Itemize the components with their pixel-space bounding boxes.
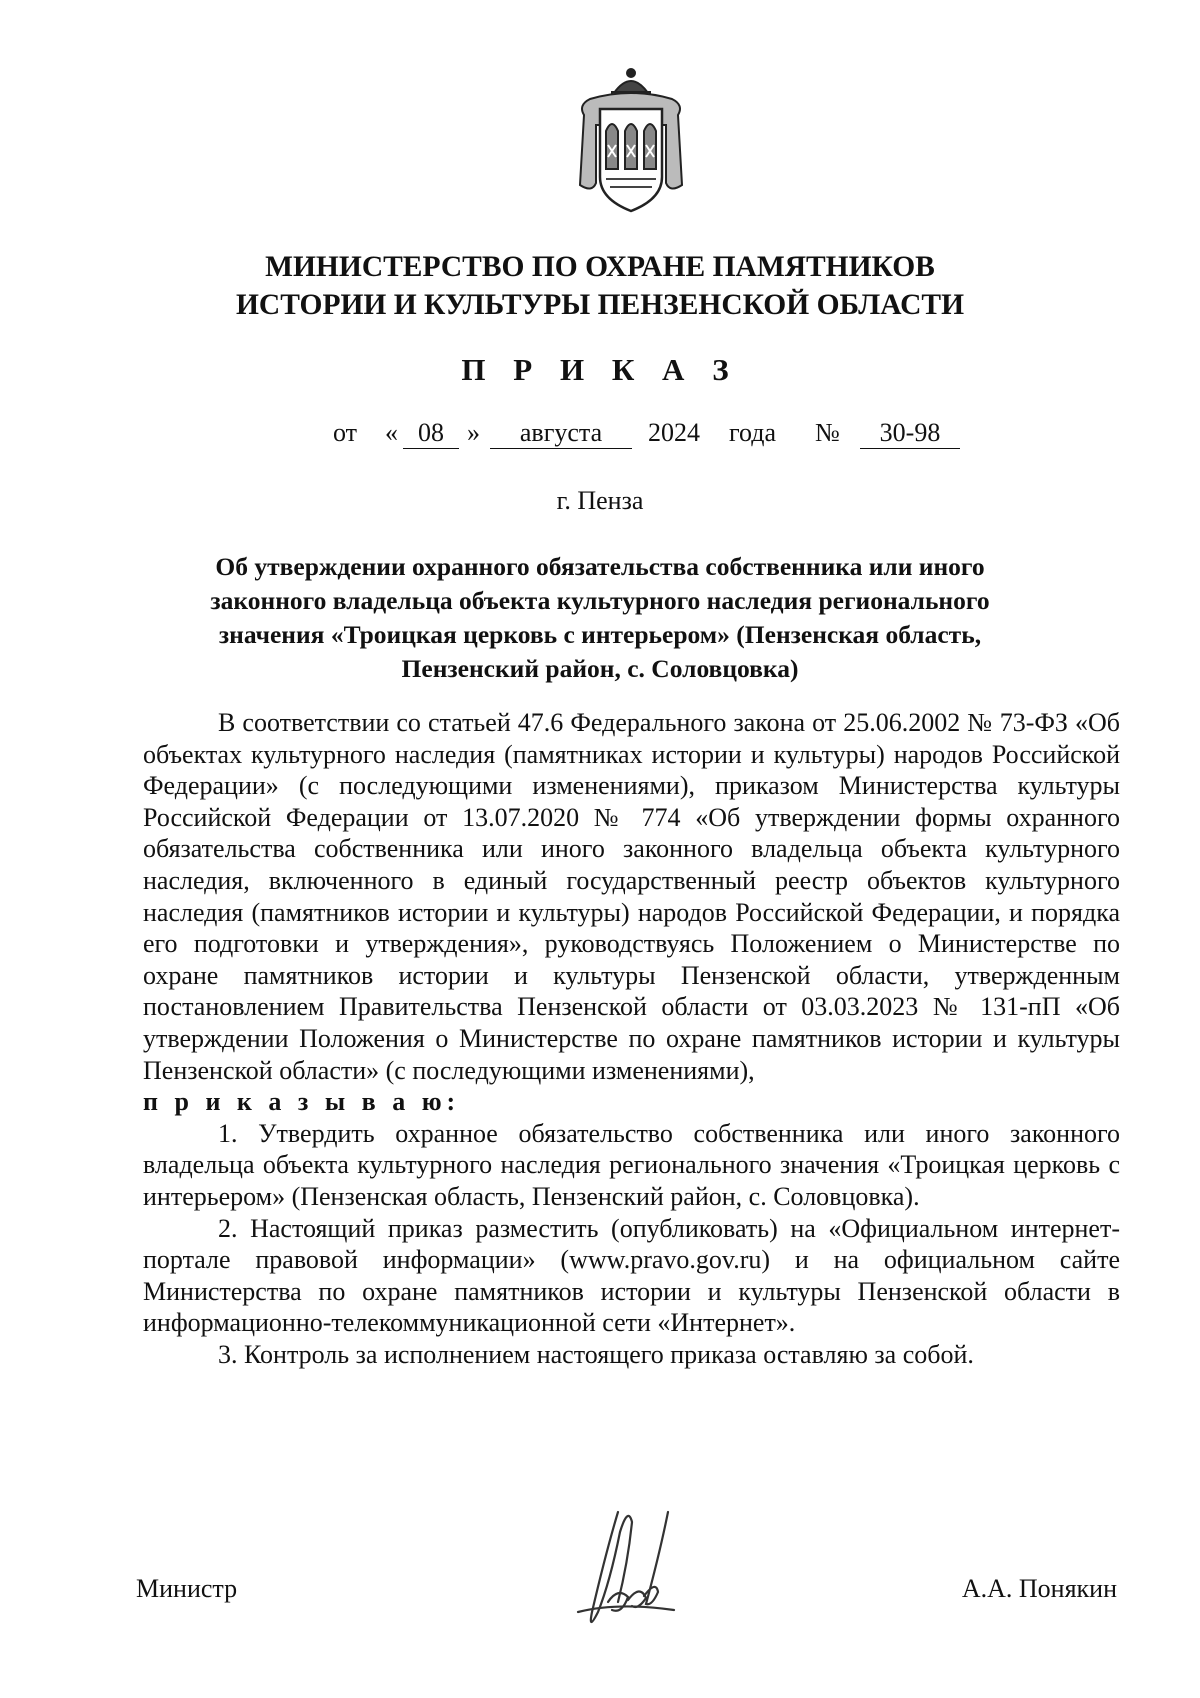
date-prefix: от [333,418,358,447]
preamble-paragraph: В соответствии со статьей 47.6 Федерального закона от 25.06.2002 № 73-ФЗ «Об объектах культурного наследия (памятниках истории и культуры) народов Российской Федерации» (с последующими изменениями), приказом Министерства культуры Российской Федерации от 13.07.2020 № 774 «Об утверждении формы охранного обязательства собственника или иного законного владельца объекта культурного наследия, включенного в единый государственный реестр объектов культурного наследия (памятников истории и культуры) народов Российской Федерации, и порядка его подготовки и утверждения», руководствуясь Положением о Министерстве по охране памятников истории и культуры Пензенской области, утвержденным постановлением Правительства Пензенской области от 03.03.2023 № 131-пП «Об утверждении Положения о Министерстве по охране памятников истории и культуры Пензенской области» (с последующими изменениями), [143,708,1120,1085]
order-body [143,707,1120,1370]
coat-of-arms-emblem [570,65,692,217]
subject-line-1: Об утверждении охранного обязательства собственника или иного [215,552,985,581]
ministry-line-1: МИНИСТЕРСТВО ПО ОХРАНЕ ПАМЯТНИКОВ [265,251,935,283]
ministry-line-2: ИСТОРИИ И КУЛЬТУРЫ ПЕНЗЕНСКОЙ ОБЛАСТИ [235,289,965,321]
date-month: августа [490,418,632,449]
quote-close: » [467,418,480,447]
city: г. Пенза [556,486,644,515]
date-year-word: года [729,418,777,447]
number-sign: № [815,418,840,447]
date-day: 08 [403,418,459,449]
handwritten-signature [548,1492,686,1658]
document-type: П Р И К А З [461,352,739,387]
order-number: 30-98 [860,418,960,449]
signatory-name: А.А. Понякин [961,1574,1117,1603]
order-item-1: 1. Утвердить охранное обязательство собственника или иного законного владельца объекта культурного наследия регионального значения «Троицкая церковь с интерьером» (Пензенская область, Пензенский район, с. Соловцовка). [143,1118,1120,1211]
subject-line-2: законного владельца объекта культурного наследия регионального [210,586,990,615]
date-year: 2024 [648,418,700,447]
quote-open: « [385,418,398,447]
signatory-position: Министр [136,1574,238,1603]
subject-line-3: значения «Троицкая церковь с интерьером» (Пензенская область, [218,620,982,649]
orders-word: п р и к а з ы в а ю: [143,1087,461,1117]
order-item-2: 2. Настоящий приказ разместить (опубликовать) на «Официальном интернет-портале правовой информации» (www.pravo.gov.ru) и на официальном сайте Министерства по охране памятников истории и культуры Пензенской области в информационно-телекоммуникационной сети «Интернет». [143,1213,1120,1338]
ministry-name [100,248,1100,324]
dateline [0,418,1200,458]
subject-line-4: Пензенский район, с. Соловцовка) [401,654,799,683]
order-subject [140,550,1060,686]
order-item-3: 3. Контроль за исполнением настоящего приказа оставляю за собой. [218,1339,974,1369]
